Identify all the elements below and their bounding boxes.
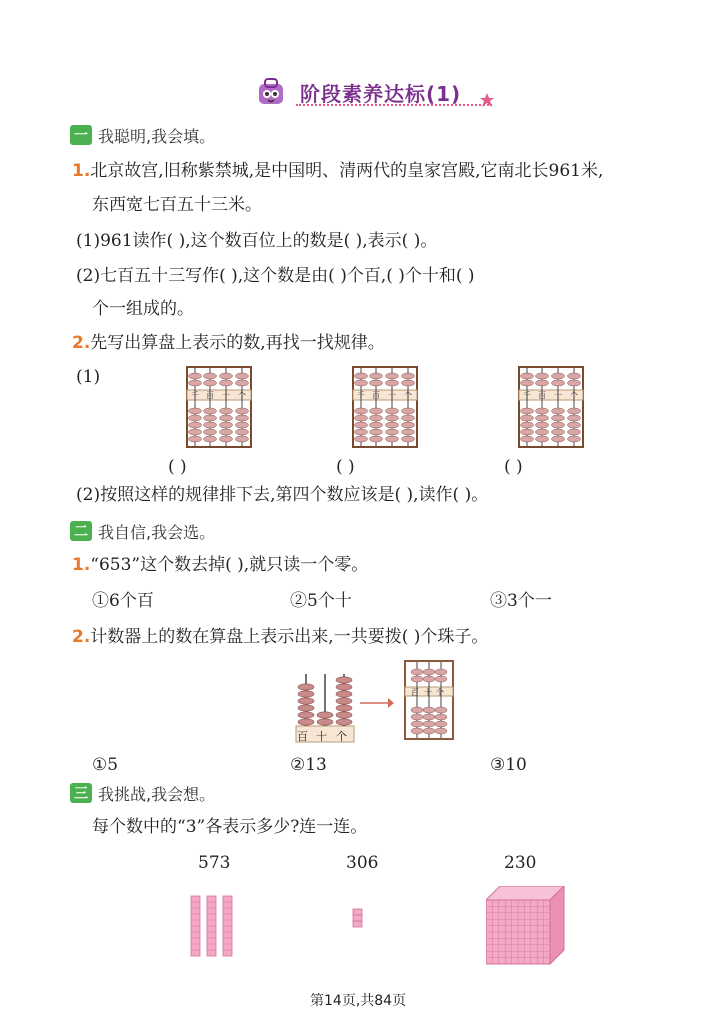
- page-footer: 第14页,共84页: [310, 993, 407, 1009]
- s2-q1-text: “653”这个数去掉( ),就只读一个零。: [90, 555, 369, 575]
- abacus-label: 十: [388, 391, 396, 400]
- abacus-label: 百: [538, 391, 546, 400]
- s2-q1-number: 1.: [72, 555, 91, 575]
- s2-q2-option-3[interactable]: ③10: [490, 755, 527, 775]
- title-star-icon: [480, 92, 494, 111]
- abacus-label: 百: [206, 391, 214, 400]
- abacus-label: 个: [404, 391, 412, 400]
- section-3-heading: 我挑战,我会想。: [98, 784, 216, 804]
- s1-q1-line2: 东西宽七百五十三米。: [92, 195, 262, 215]
- s2-q2-option-1[interactable]: ①5: [92, 755, 119, 775]
- s2-q2: [72, 626, 488, 648]
- s1-q1: [72, 160, 603, 182]
- counter-label-tens: 十: [316, 730, 327, 743]
- abacus-blank-label-tens: 十: [424, 688, 432, 697]
- s1-q2-number: 2.: [72, 333, 91, 353]
- s2-q2-option-2[interactable]: ②13: [290, 755, 327, 775]
- s2-q1-option-2[interactable]: ②5个十: [290, 591, 352, 611]
- abacus-label: 十: [554, 391, 562, 400]
- counter-label-ones: 个: [336, 730, 347, 743]
- s2-q2-text: 计数器上的数在算盘上表示出来,一共要拨( )个珠子。: [90, 627, 489, 647]
- abacus-label: 千: [191, 391, 199, 400]
- s1-q1-sub1: (1)961读作( ),这个数百位上的数是( ),表示( )。: [76, 231, 438, 251]
- abacus-3-answer-blank[interactable]: ( ): [504, 457, 523, 477]
- title-underline: [296, 104, 492, 108]
- s2-q1-option-3[interactable]: ③3个一: [490, 591, 552, 611]
- abacus-label: 个: [570, 391, 578, 400]
- s2-q2-number: 2.: [72, 627, 91, 647]
- s1-q2-sub1: (1): [76, 367, 101, 387]
- section-2-header: [70, 520, 215, 542]
- s1-q1-sub2-line2: 个一组成的。: [92, 299, 194, 319]
- s2-q1-option-1[interactable]: ①6个百: [92, 591, 154, 611]
- three-unit-cubes[interactable]: [352, 908, 364, 934]
- abacus-label: 千: [523, 391, 531, 400]
- section-2-heading: 我自信,我会选。: [98, 522, 216, 542]
- counter-label-hundreds: 百: [297, 730, 308, 743]
- abacus-3: [518, 366, 584, 448]
- abacus-label: 十: [222, 391, 230, 400]
- abacus-blank: [404, 660, 454, 744]
- abacus-label: 个: [238, 391, 246, 400]
- abacus-1-answer-blank[interactable]: ( ): [168, 457, 187, 477]
- section-1-header: [70, 124, 215, 146]
- abacus-blank-label-ones: 个: [436, 688, 444, 697]
- three-hundreds-cube[interactable]: [486, 886, 566, 970]
- s1-q2: [72, 332, 385, 354]
- abacus-1: [186, 366, 252, 448]
- arrow-icon: [360, 694, 394, 713]
- abacus-blank-label-hundreds: 百: [411, 688, 419, 697]
- abacus-label: 千: [357, 391, 365, 400]
- s3-instruction: 每个数中的“3”各表示多少?连一连。: [92, 817, 368, 837]
- abacus-label: 百: [372, 391, 380, 400]
- s3-number-306[interactable]: 306: [346, 853, 379, 873]
- s1-q2-sub2: (2)按照这样的规律排下去,第四个数应该是( ),读作( )。: [76, 485, 489, 505]
- three-tens-rods[interactable]: [190, 894, 234, 962]
- section-1-number: 一: [70, 125, 92, 145]
- s1-q1-sub2-line1: (2)七百五十三写作( ),这个数是由( )个百,( )个十和( ): [76, 266, 475, 286]
- abacus-2-answer-blank[interactable]: ( ): [336, 457, 355, 477]
- s2-q1: [72, 554, 368, 576]
- abacus-2: [352, 366, 418, 448]
- s3-number-573[interactable]: 573: [198, 853, 231, 873]
- section-3-number: 三: [70, 783, 92, 803]
- section-3-header: [70, 782, 215, 804]
- page-title: 阶段素养达标(1): [300, 82, 462, 106]
- title-icon: [256, 78, 286, 112]
- s1-q2-text: 先写出算盘上表示的数,再找一找规律。: [90, 333, 385, 353]
- s1-q1-number: 1.: [72, 161, 91, 181]
- s1-q1-line1: 北京故宫,旧称紫禁城,是中国明、清两代的皇家宫殿,它南北长961米,: [90, 161, 604, 181]
- section-2-number: 二: [70, 521, 92, 541]
- s3-number-230[interactable]: 230: [504, 853, 537, 873]
- section-1-heading: 我聪明,我会填。: [98, 126, 216, 146]
